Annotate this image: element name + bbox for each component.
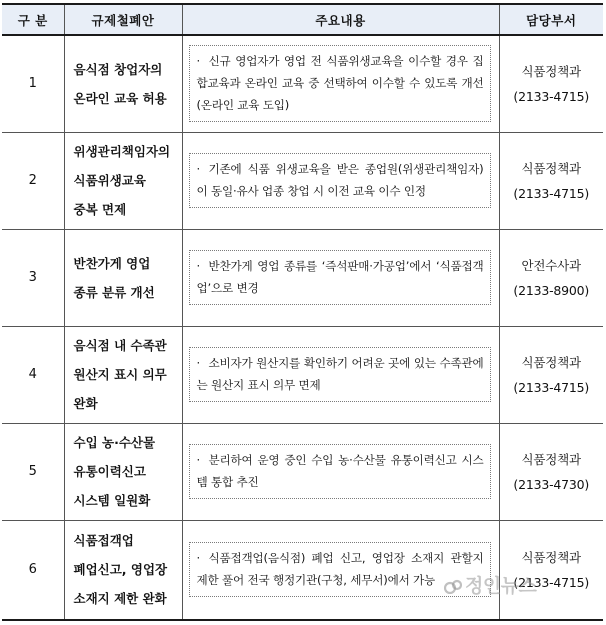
department-phone: (2133-4715) (513, 88, 590, 104)
proposal-title-line: 중복 면제 (73, 202, 127, 217)
row-number: 5 (2, 423, 64, 520)
bullet: · (196, 453, 200, 467)
regulation-reform-table (2, 3, 603, 621)
department-phone: (2133-4715) (513, 379, 590, 395)
proposal-title (64, 35, 182, 132)
department-cell (499, 520, 603, 620)
proposal-title-line: 음식점 창업자의 (73, 61, 163, 77)
content-text: 신규 영업자가 영업 전 식품위생교육을 이수할 경우 집합교육과 온라인 교육 중 선택하여 이수할 수 있도록 개선(온라인 교육 도입) (196, 54, 484, 113)
department-name: 안전수사과 (521, 257, 581, 273)
proposal-title-line: 음식점 내 수족관 (73, 338, 167, 353)
bullet: · (196, 259, 200, 273)
proposal-title-line: 식품위생교육 (73, 173, 146, 188)
department-name: 식품정책과 (521, 354, 581, 370)
table-row (2, 423, 603, 520)
proposal-title (64, 326, 182, 423)
department-name: 식품정책과 (521, 549, 581, 565)
row-number: 3 (2, 229, 64, 326)
table-header-row (2, 4, 603, 35)
proposal-title (64, 229, 182, 326)
content-text: 식품접객업(음식점) 폐업 신고, 영업장 소재지 관할지 제한 풀어 전국 행정기관(구청, 세무서)에서 가능 (196, 551, 484, 588)
bullet: · (196, 356, 200, 370)
proposal-title-line: 유통이력신고 (73, 464, 146, 479)
department-phone: (2133-8900) (513, 282, 590, 298)
bullet: · (196, 162, 200, 176)
row-number: 4 (2, 326, 64, 423)
content-cell (182, 35, 499, 132)
department-name: 식품정책과 (521, 451, 581, 467)
header-proposal: 규제철폐안 (64, 4, 182, 35)
proposal-title-line: 온라인 교육 허용 (73, 90, 167, 106)
proposal-title-line: 폐업신고, 영업장 (73, 562, 168, 578)
table-row (2, 132, 603, 229)
department-name: 식품정책과 (521, 63, 581, 79)
content-text: 반찬가게 영업 종류를 ‘즉석판매·가공업’에서 ‘식품접객업’으로 변경 (196, 259, 484, 295)
row-number: 2 (2, 132, 64, 229)
content-cell (182, 229, 499, 326)
department-phone: (2133-4730) (513, 476, 590, 492)
table-row (2, 520, 603, 620)
department-cell (499, 423, 603, 520)
department-cell (499, 229, 603, 326)
content-text: 소비자가 원산지를 확인하기 어려운 곳에 있는 수족관에는 원산지 표시 의무 면제 (196, 356, 484, 392)
content-cell (182, 326, 499, 423)
content-box (189, 347, 491, 402)
bullet: · (196, 54, 200, 69)
table-row (2, 229, 603, 326)
department-name: 식품정책과 (521, 160, 581, 176)
content-box (189, 45, 491, 122)
content-box (189, 542, 491, 597)
content-cell (182, 423, 499, 520)
proposal-title (64, 520, 182, 620)
row-number: 6 (2, 520, 64, 620)
department-cell (499, 35, 603, 132)
proposal-title-line: 위생관리책임자의 (73, 144, 171, 159)
table-row (2, 326, 603, 423)
proposal-title (64, 132, 182, 229)
content-cell (182, 520, 499, 620)
content-box (189, 250, 491, 305)
proposal-title-line: 수입 농·수산물 (73, 435, 156, 450)
proposal-title-line: 종류 분류 개선 (73, 284, 155, 300)
watermark-text: 정인뉴스 (465, 575, 537, 597)
content-cell (182, 132, 499, 229)
bullet: · (196, 551, 200, 566)
content-box (189, 444, 491, 499)
department-cell (499, 132, 603, 229)
department-phone: (2133-4715) (513, 574, 590, 590)
department-cell (499, 326, 603, 423)
proposal-title (64, 423, 182, 520)
row-number: 1 (2, 35, 64, 132)
content-text: 분리하여 운영 중인 수입 농·수산물 유통이력신고 시스템 통합 추진 (196, 453, 484, 489)
header-department: 담당부서 (499, 4, 603, 35)
table-row (2, 35, 603, 132)
proposal-title-line: 원산지 표시 의무 (73, 367, 167, 382)
header-category: 구 분 (2, 4, 64, 35)
header-content: 주요내용 (182, 4, 499, 35)
department-phone: (2133-4715) (513, 185, 590, 201)
proposal-title-line: 완화 (73, 396, 98, 411)
proposal-title-line: 식품접객업 (73, 533, 134, 549)
proposal-title-line: 시스템 일원화 (73, 493, 151, 508)
content-box (189, 153, 491, 208)
proposal-title-line: 반찬가게 영업 (73, 255, 151, 271)
proposal-title-line: 소재지 제한 완화 (73, 591, 167, 607)
content-text: 기존에 식품 위생교육을 받은 종업원(위생관리책임자)이 동일·유사 업종 창업 시 이전 교육 이수 인정 (196, 162, 484, 198)
